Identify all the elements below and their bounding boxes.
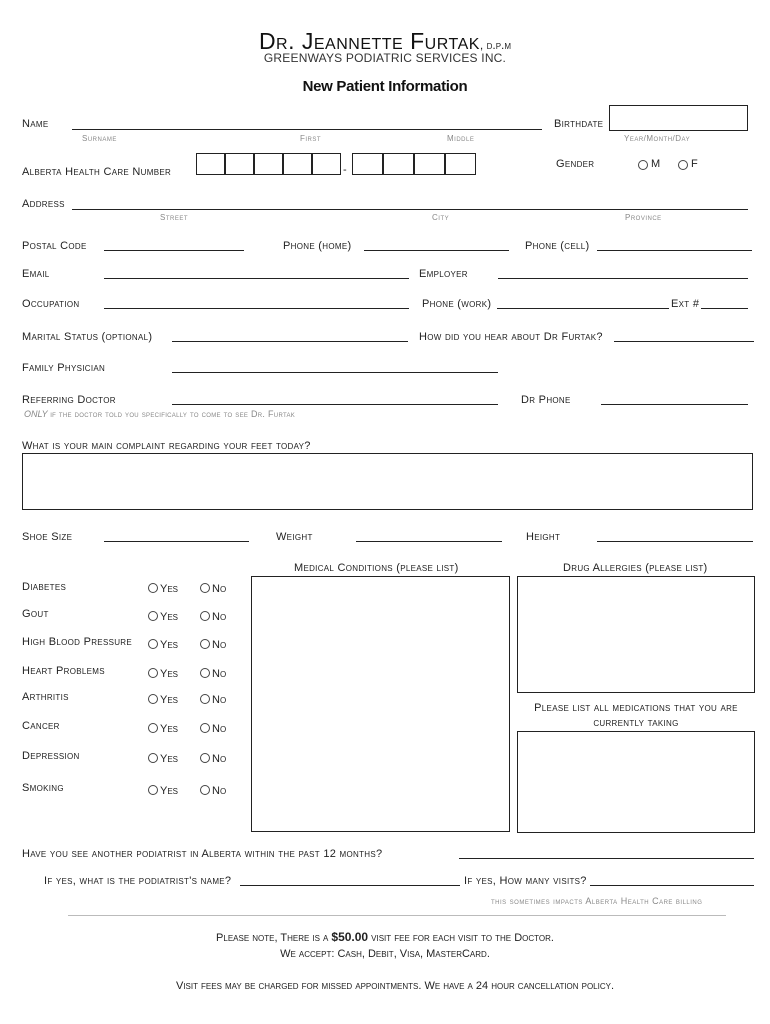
no-label: No [212, 753, 227, 765]
name-label: Name [22, 118, 49, 130]
fee-note [0, 930, 770, 944]
middle-hint: Middle [447, 134, 475, 143]
referring-doctor-input[interactable] [172, 404, 498, 405]
yes-label: Yes [160, 668, 179, 680]
referring-note [24, 409, 295, 419]
condition-yes-radio[interactable] [148, 785, 158, 795]
no-label: No [212, 668, 227, 680]
digit-cell[interactable] [445, 153, 476, 175]
ext-input[interactable] [701, 308, 748, 309]
yes-label: Yes [160, 723, 179, 735]
dr-phone-input[interactable] [601, 404, 748, 405]
health-card-part1[interactable] [196, 153, 341, 175]
referring-note-text: if the doctor told you specifically to come to see Dr. Furtak [50, 409, 296, 419]
digit-cell[interactable] [283, 153, 312, 175]
weight-input[interactable] [356, 541, 502, 542]
condition-label: Heart Problems [22, 665, 105, 677]
health-card-dash: - [343, 164, 347, 176]
cancellation-policy: Visit fees may be charged for missed appointments. We have a 24 hour cancellation policy. [175, 980, 615, 992]
divider [68, 915, 726, 916]
condition-no-radio[interactable] [200, 753, 210, 763]
doctor-name: Dr. Jeannette Furtak [258, 28, 480, 54]
digit-cell[interactable] [414, 153, 445, 175]
fee-note-pre: Please note, There is a [216, 932, 329, 944]
birthdate-input[interactable] [609, 105, 748, 131]
email-label: Email [22, 268, 50, 280]
seen-podiatrist-input[interactable] [459, 858, 754, 859]
phone-work-input[interactable] [497, 308, 669, 309]
complaint-label: What is your main complaint regarding your feet today? [22, 440, 311, 452]
phone-home-label: Phone (home) [283, 240, 352, 252]
condition-no-radio[interactable] [200, 611, 210, 621]
heard-about-input[interactable] [614, 341, 754, 342]
gender-female-label: F [691, 158, 698, 170]
yes-label: Yes [160, 583, 179, 595]
yes-label: Yes [160, 611, 179, 623]
heard-about-label: How did you hear about Dr Furtak? [419, 331, 603, 343]
condition-no-radio[interactable] [200, 694, 210, 704]
marital-status-label: Marital Status (optional) [22, 331, 153, 343]
birthdate-label: Birthdate [554, 118, 604, 130]
address-input[interactable] [72, 209, 748, 210]
digit-cell[interactable] [225, 153, 254, 175]
phone-home-input[interactable] [364, 250, 509, 251]
marital-status-input[interactable] [172, 341, 408, 342]
birthdate-format-hint: Year/Month/Day [624, 134, 691, 143]
condition-no-radio[interactable] [200, 583, 210, 593]
family-physician-label: Family Physician [22, 362, 106, 374]
no-label: No [212, 639, 227, 651]
family-physician-input[interactable] [172, 372, 498, 373]
condition-yes-radio[interactable] [148, 583, 158, 593]
yes-label: Yes [160, 785, 179, 797]
weight-label: Weight [276, 531, 313, 543]
condition-no-radio[interactable] [200, 639, 210, 649]
seen-podiatrist-label: Have you see another podiatrist in Alberta within the past 12 months? [22, 848, 383, 860]
condition-yes-radio[interactable] [148, 753, 158, 763]
gender-male-radio[interactable] [638, 160, 648, 170]
no-label: No [212, 611, 227, 623]
province-hint: Province [625, 213, 662, 222]
fee-note-post: visit fee for each visit to the Doctor. [371, 932, 554, 944]
condition-no-radio[interactable] [200, 723, 210, 733]
condition-yes-radio[interactable] [148, 611, 158, 621]
height-input[interactable] [597, 541, 753, 542]
postal-code-input[interactable] [104, 250, 244, 251]
medications-label-2: currently taking [593, 717, 679, 729]
digit-cell[interactable] [254, 153, 283, 175]
surname-hint: Surname [82, 134, 117, 143]
digit-cell[interactable] [312, 153, 341, 175]
gender-label: Gender [556, 158, 595, 170]
medications-textarea[interactable] [517, 731, 755, 833]
gender-female-radio[interactable] [678, 160, 688, 170]
condition-label: High Blood Pressure [22, 636, 133, 648]
billing-note: this sometimes impacts Alberta Health Care billing [491, 896, 703, 906]
health-card-part2[interactable] [352, 153, 476, 175]
accepted-payments: We accept: Cash, Debit, Visa, MasterCard. [280, 948, 490, 960]
drug-allergies-label: Drug Allergies (please list) [563, 562, 708, 574]
condition-label: Cancer [22, 720, 60, 732]
condition-no-radio[interactable] [200, 785, 210, 795]
digit-cell[interactable] [383, 153, 414, 175]
podiatrist-name-input[interactable] [240, 885, 460, 886]
condition-yes-radio[interactable] [148, 639, 158, 649]
height-label: Height [526, 531, 561, 543]
postal-code-label: Postal Code [22, 240, 87, 252]
city-hint: City [432, 213, 450, 222]
yes-label: Yes [160, 694, 179, 706]
referring-doctor-label: Referring Doctor [22, 394, 116, 406]
condition-label: Depression [22, 750, 80, 762]
condition-label: Gout [22, 608, 49, 620]
occupation-input[interactable] [104, 308, 409, 309]
condition-no-radio[interactable] [200, 668, 210, 678]
condition-label: Arthritis [22, 691, 69, 703]
condition-label: Smoking [22, 782, 64, 794]
visits-label: If yes, How many visits? [464, 875, 587, 887]
no-label: No [212, 723, 227, 735]
yes-label: Yes [160, 639, 179, 651]
dr-phone-label: Dr Phone [521, 394, 571, 406]
drug-allergies-textarea[interactable] [517, 576, 755, 693]
digit-cell[interactable] [196, 153, 225, 175]
address-label: Address [22, 198, 65, 210]
referring-note-lead: ONLY [24, 409, 48, 419]
condition-yes-radio[interactable] [148, 694, 158, 704]
fee-amount: $50.00 [331, 930, 369, 944]
email-input[interactable] [104, 278, 409, 279]
no-label: No [212, 583, 227, 595]
phone-cell-label: Phone (cell) [525, 240, 590, 252]
podiatrist-name-label: If yes, what is the podiatrist's name? [44, 875, 232, 887]
street-hint: Street [160, 213, 189, 222]
employer-label: Employer [419, 268, 468, 280]
shoe-size-input[interactable] [104, 541, 249, 542]
digit-cell[interactable] [352, 153, 383, 175]
phone-cell-input[interactable] [597, 250, 752, 251]
form-title: New Patient Information [302, 78, 468, 95]
phone-work-label: Phone (work) [422, 298, 492, 310]
ext-label: Ext # [671, 298, 700, 310]
condition-yes-radio[interactable] [148, 668, 158, 678]
yes-label: Yes [160, 753, 179, 765]
visits-input[interactable] [590, 885, 754, 886]
employer-input[interactable] [498, 278, 748, 279]
clinic-name: GREENWAYS PODIATRIC SERVICES INC. [263, 51, 507, 65]
condition-yes-radio[interactable] [148, 723, 158, 733]
medications-label-1: Please list all medications that you are [534, 702, 738, 714]
no-label: No [212, 785, 227, 797]
health-card-label: Alberta Health Care Number [22, 166, 172, 178]
no-label: No [212, 694, 227, 706]
name-input[interactable] [72, 129, 542, 130]
doctor-credential: , d.p.m [479, 38, 512, 52]
medical-conditions-label: Medical Conditions (please list) [294, 562, 459, 574]
medical-conditions-textarea[interactable] [251, 576, 510, 832]
complaint-textarea[interactable] [22, 453, 753, 510]
condition-label: Diabetes [22, 581, 67, 593]
first-hint: First [300, 134, 322, 143]
shoe-size-label: Shoe Size [22, 531, 73, 543]
gender-male-label: M [651, 158, 661, 170]
occupation-label: Occupation [22, 298, 80, 310]
